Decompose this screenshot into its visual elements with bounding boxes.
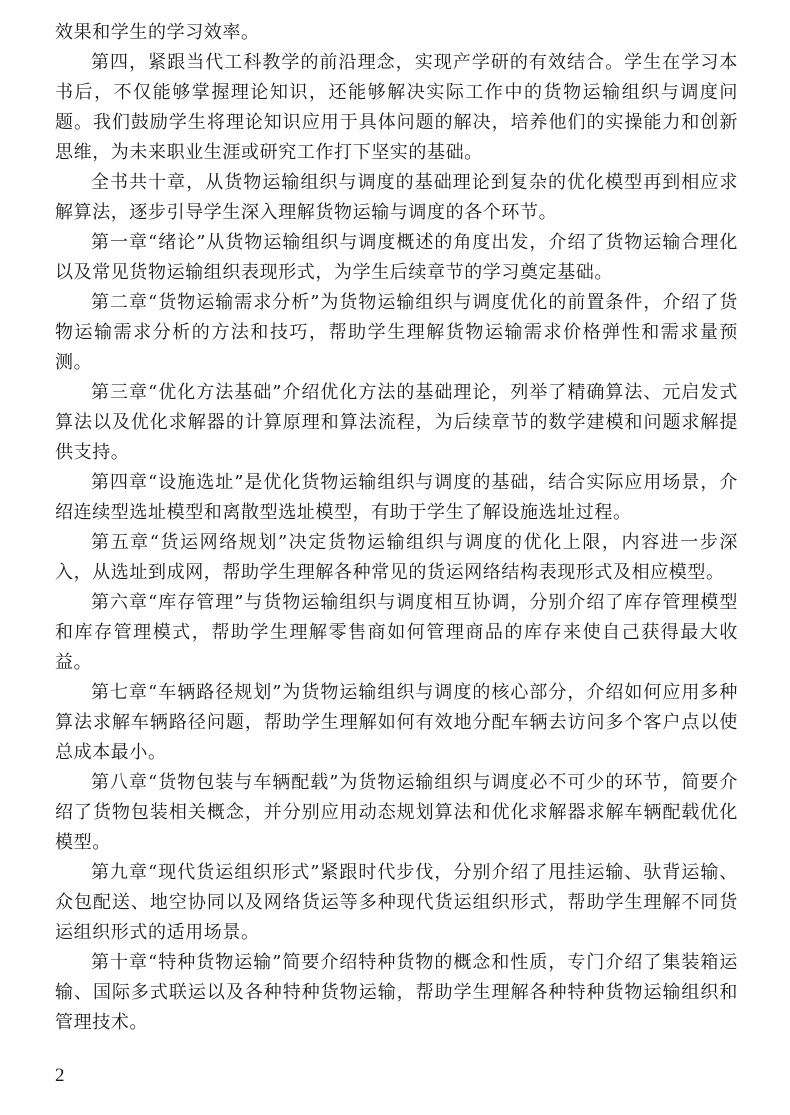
paragraph: 第五章“货运网络规划”决定货物运输组织与调度的优化上限，内容进一步深入，从选址到成网，帮助学生理解各种常见的货运网络结构表现形式及相应模型。 (55, 532, 738, 583)
paragraph: 效果和学生的学习效率。 (55, 22, 260, 43)
body-text (55, 18, 738, 1038)
paragraph: 第三章“优化方法基础”介绍优化方法的基础理论，列举了精确算法、元启发式算法以及优化求解器的计算原理和算法流程，为后续章节的数学建模和问题求解提供支持。 (55, 382, 738, 463)
paragraph: 第二章“货物运输需求分析”为货物运输组织与调度优化的前置条件，介绍了货物运输需求分析的方法和技巧，帮助学生理解货物运输需求价格弹性和需求量预测。 (55, 292, 738, 373)
paragraph: 第八章“货物包装与车辆配载”为货物运输组织与调度必不可少的环节，简要介绍了货物包装相关概念，并分别应用动态规划算法和优化求解器求解车辆配载优化模型。 (55, 772, 738, 853)
paragraph: 第六章“库存管理”与货物运输组织与调度相互协调，分别介绍了库存管理模型和库存管理模式，帮助学生理解零售商如何管理商品的库存来使自己获得最大收益。 (55, 592, 738, 673)
page-number: 2 (55, 1065, 65, 1086)
paragraph: 第七章“车辆路径规划”为货物运输组织与调度的核心部分，介绍如何应用多种算法求解车辆路径问题，帮助学生理解如何有效地分配车辆去访问多个客户点以使总成本最小。 (55, 682, 738, 763)
paragraph: 全书共十章，从货物运输组织与调度的基础理论到复杂的优化模型再到相应求解算法，逐步引导学生深入理解货物运输与调度的各个环节。 (55, 172, 738, 223)
paragraph: 第四，紧跟当代工科教学的前沿理念，实现产学研的有效结合。学生在学习本书后，不仅能够掌握理论知识，还能够解决实际工作中的货物运输组织与调度问题。我们鼓励学生将理论知识应用于具体问题的解决，培养他们的实操能力和创新思维，为未来职业生涯或研究工作打下坚实的基础。 (55, 52, 738, 163)
paragraph: 第一章“绪论”从货物运输组织与调度概述的角度出发，介绍了货物运输合理化以及常见货物运输组织表现形式，为学生后续章节的学习奠定基础。 (55, 232, 738, 283)
paragraph: 第九章“现代货运组织形式”紧跟时代步伐，分别介绍了甩挂运输、驮背运输、众包配送、地空协同以及网络货运等多种现代货运组织形式，帮助学生理解不同货运组织形式的适用场景。 (55, 862, 738, 943)
paragraph: 第十章“特种货物运输”简要介绍特种货物的概念和性质，专门介绍了集装箱运输、国际多式联运以及各种特种货物运输，帮助学生理解各种特种货物运输组织和管理技术。 (55, 952, 738, 1033)
paragraph: 第四章“设施选址”是优化货物运输组织与调度的基础，结合实际应用场景，介绍连续型选址模型和离散型选址模型，有助于学生了解设施选址过程。 (55, 472, 738, 523)
